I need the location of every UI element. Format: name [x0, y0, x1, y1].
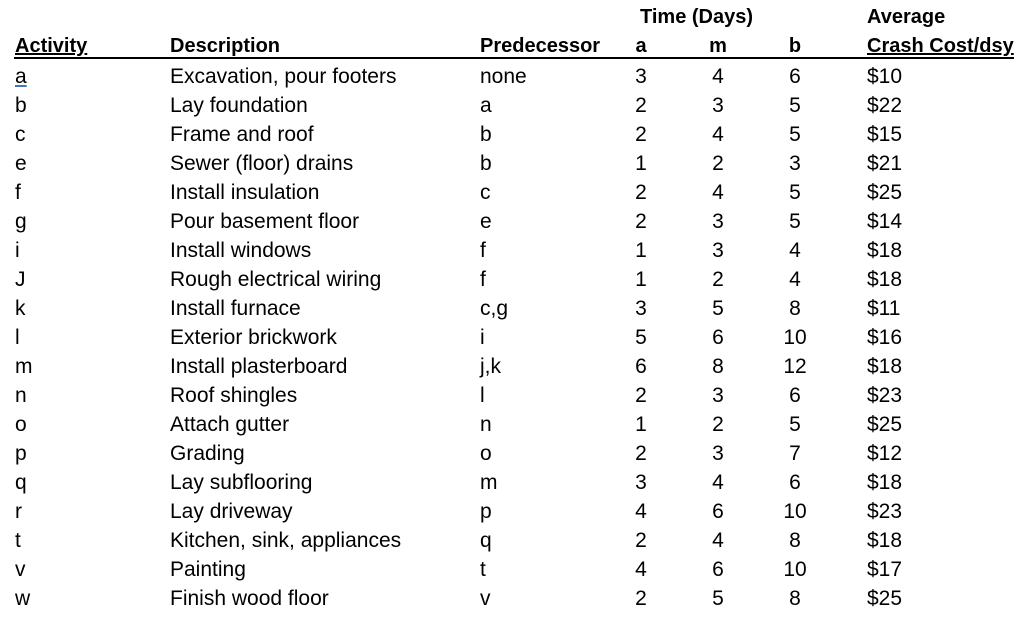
predecessor-cell: j,k — [480, 355, 501, 378]
description-cell: Rough electrical wiring — [170, 268, 382, 291]
activity-cell: w — [15, 587, 31, 610]
description-cell: Frame and roof — [170, 123, 314, 146]
crash-cost-cell: $10 — [867, 65, 903, 88]
time-b-cell: 4 — [789, 239, 801, 262]
table-row — [0, 497, 1024, 526]
activity-header: Activity — [15, 35, 88, 57]
time-m-cell: 3 — [712, 442, 724, 465]
predecessor-cell: m — [480, 471, 498, 494]
time-b-cell: 5 — [789, 210, 801, 233]
time-m-cell: 3 — [712, 239, 724, 262]
time-a-cell: 1 — [635, 413, 647, 436]
time-a-cell: 4 — [635, 500, 647, 523]
activity-cell: f — [15, 181, 21, 204]
time-b-cell: 10 — [783, 326, 807, 349]
table-row — [0, 294, 1024, 323]
table-row — [0, 91, 1024, 120]
crash-cost-cell: $25 — [867, 587, 903, 610]
description-cell: Exterior brickwork — [170, 326, 337, 349]
predecessor-cell: f — [480, 239, 486, 262]
description-cell: Attach gutter — [170, 413, 290, 436]
time-a-cell: 5 — [635, 326, 647, 349]
time-days-header: Time (Days) — [640, 6, 754, 28]
time-b-cell: 10 — [783, 500, 807, 523]
time-a-header: a — [635, 35, 647, 57]
predecessor-cell: l — [480, 384, 485, 407]
time-m-cell: 2 — [712, 152, 724, 175]
crash-cost-cell: $21 — [867, 152, 903, 175]
predecessor-cell: a — [480, 94, 492, 117]
crash-cost-header: Crash Cost/dsy — [867, 35, 1014, 57]
description-cell: Install windows — [170, 239, 312, 262]
crash-cost-cell: $23 — [867, 500, 903, 523]
description-cell: Install plasterboard — [170, 355, 348, 378]
time-m-cell: 6 — [712, 326, 724, 349]
activity-cell: i — [15, 239, 20, 262]
description-cell: Kitchen, sink, appliances — [170, 529, 402, 552]
time-a-cell: 2 — [635, 181, 647, 204]
table-row — [0, 178, 1024, 207]
time-a-cell: 3 — [635, 65, 647, 88]
crash-cost-cell: $18 — [867, 529, 903, 552]
description-cell: Lay foundation — [170, 94, 308, 117]
time-m-cell: 6 — [712, 500, 724, 523]
time-m-cell: 4 — [712, 471, 724, 494]
table-row — [0, 236, 1024, 265]
predecessor-cell: q — [480, 529, 492, 552]
time-a-cell: 2 — [635, 94, 647, 117]
predecessor-cell: c — [480, 181, 491, 204]
table-row — [0, 555, 1024, 584]
table-row — [0, 468, 1024, 497]
time-m-cell: 2 — [712, 268, 724, 291]
time-m-cell: 3 — [712, 384, 724, 407]
description-cell: Install furnace — [170, 297, 301, 320]
activity-cell: m — [15, 355, 33, 378]
crash-cost-cell: $18 — [867, 471, 903, 494]
time-a-cell: 2 — [635, 529, 647, 552]
time-m-cell: 6 — [712, 558, 724, 581]
description-cell: Pour basement floor — [170, 210, 360, 233]
description-cell: Install insulation — [170, 181, 320, 204]
table-row — [0, 120, 1024, 149]
time-a-cell: 2 — [635, 384, 647, 407]
crash-cost-cell: $18 — [867, 268, 903, 291]
activity-cell: q — [15, 471, 27, 494]
activity-cell: b — [15, 94, 27, 117]
description-header: Description — [170, 35, 281, 57]
table-row — [0, 352, 1024, 381]
crash-cost-cell: $17 — [867, 558, 903, 581]
predecessor-cell: i — [480, 326, 485, 349]
predecessor-cell: none — [480, 65, 527, 88]
description-cell: Lay subflooring — [170, 471, 313, 494]
crash-cost-cell: $11 — [867, 297, 901, 320]
time-m-cell: 4 — [712, 529, 724, 552]
time-m-cell: 4 — [712, 123, 724, 146]
header-divider — [14, 57, 1014, 59]
time-b-cell: 7 — [789, 442, 801, 465]
time-b-cell: 8 — [789, 297, 801, 320]
time-b-cell: 6 — [789, 471, 801, 494]
crash-cost-cell: $25 — [867, 413, 903, 436]
time-m-cell: 4 — [712, 181, 724, 204]
activity-cell: p — [15, 442, 27, 465]
activity-cell: o — [15, 413, 27, 436]
activity-cell: J — [15, 268, 26, 291]
table-row — [0, 149, 1024, 178]
time-b-cell: 6 — [789, 65, 801, 88]
time-b-cell: 5 — [789, 413, 801, 436]
description-cell: Roof shingles — [170, 384, 298, 407]
description-cell: Lay driveway — [170, 500, 293, 523]
predecessor-cell: b — [480, 152, 492, 175]
crash-cost-cell: $18 — [867, 355, 903, 378]
activity-cell: v — [15, 558, 26, 581]
time-b-header: b — [788, 35, 802, 57]
time-b-cell: 5 — [789, 181, 801, 204]
activity-cell: r — [15, 500, 22, 523]
time-a-cell: 1 — [635, 268, 647, 291]
crash-cost-cell: $16 — [867, 326, 903, 349]
time-b-cell: 12 — [783, 355, 807, 378]
time-a-cell: 6 — [635, 355, 647, 378]
activity-cell: e — [15, 152, 27, 175]
description-cell: Excavation, pour footers — [170, 65, 397, 88]
activity-cell: l — [15, 326, 20, 349]
activity-cell: c — [15, 123, 26, 146]
table-row — [0, 381, 1024, 410]
time-a-cell: 1 — [635, 239, 647, 262]
time-a-cell: 3 — [635, 471, 647, 494]
time-b-cell: 4 — [789, 268, 801, 291]
time-a-cell: 2 — [635, 123, 647, 146]
crash-cost-cell: $15 — [867, 123, 903, 146]
crash-cost-cell: $25 — [867, 181, 903, 204]
time-m-cell: 5 — [712, 297, 724, 320]
table-row — [0, 584, 1024, 613]
time-m-header: m — [709, 35, 727, 57]
predecessor-cell: f — [480, 268, 486, 291]
description-cell: Sewer (floor) drains — [170, 152, 354, 175]
crash-cost-cell: $14 — [867, 210, 903, 233]
table-row — [0, 265, 1024, 294]
activity-cell[interactable]: a — [15, 65, 27, 88]
time-m-cell: 4 — [712, 65, 724, 88]
table-row — [0, 207, 1024, 236]
table-row — [0, 410, 1024, 439]
crash-cost-cell: $12 — [867, 442, 903, 465]
predecessor-cell: c,g — [480, 297, 509, 320]
predecessor-cell: v — [480, 587, 491, 610]
table-row — [0, 62, 1024, 91]
time-m-cell: 2 — [712, 413, 724, 436]
predecessor-cell: e — [480, 210, 492, 233]
predecessor-cell: t — [480, 558, 486, 581]
time-b-cell: 6 — [789, 384, 801, 407]
predecessor-cell: o — [480, 442, 492, 465]
table-row — [0, 439, 1024, 468]
activity-cell: k — [15, 297, 26, 320]
time-a-cell: 2 — [635, 587, 647, 610]
table-body — [0, 62, 1024, 613]
crash-cost-cell: $18 — [867, 239, 903, 262]
time-a-cell: 1 — [635, 152, 647, 175]
predecessor-cell: p — [480, 500, 492, 523]
time-a-cell: 2 — [635, 210, 647, 233]
crash-cost-cell: $23 — [867, 384, 903, 407]
table-row — [0, 526, 1024, 555]
activity-cell: g — [15, 210, 27, 233]
description-cell: Finish wood floor — [170, 587, 329, 610]
time-b-cell: 8 — [789, 587, 801, 610]
time-m-cell: 3 — [712, 210, 724, 233]
time-a-cell: 4 — [635, 558, 647, 581]
time-m-cell: 8 — [712, 355, 724, 378]
time-b-cell: 8 — [789, 529, 801, 552]
description-cell: Painting — [170, 558, 246, 581]
average-header: Average — [867, 6, 946, 28]
crash-cost-cell: $22 — [867, 94, 903, 117]
predecessor-cell: n — [480, 413, 492, 436]
activity-cell: t — [15, 529, 21, 552]
time-b-cell: 10 — [783, 558, 807, 581]
time-b-cell: 5 — [789, 123, 801, 146]
predecessor-header: Predecessor — [480, 35, 601, 57]
time-m-cell: 5 — [712, 587, 724, 610]
time-b-cell: 3 — [789, 152, 801, 175]
activity-cell: n — [15, 384, 27, 407]
predecessor-cell: b — [480, 123, 492, 146]
description-cell: Grading — [170, 442, 245, 465]
time-b-cell: 5 — [789, 94, 801, 117]
time-a-cell: 3 — [635, 297, 647, 320]
table-row — [0, 323, 1024, 352]
time-a-cell: 2 — [635, 442, 647, 465]
time-m-cell: 3 — [712, 94, 724, 117]
